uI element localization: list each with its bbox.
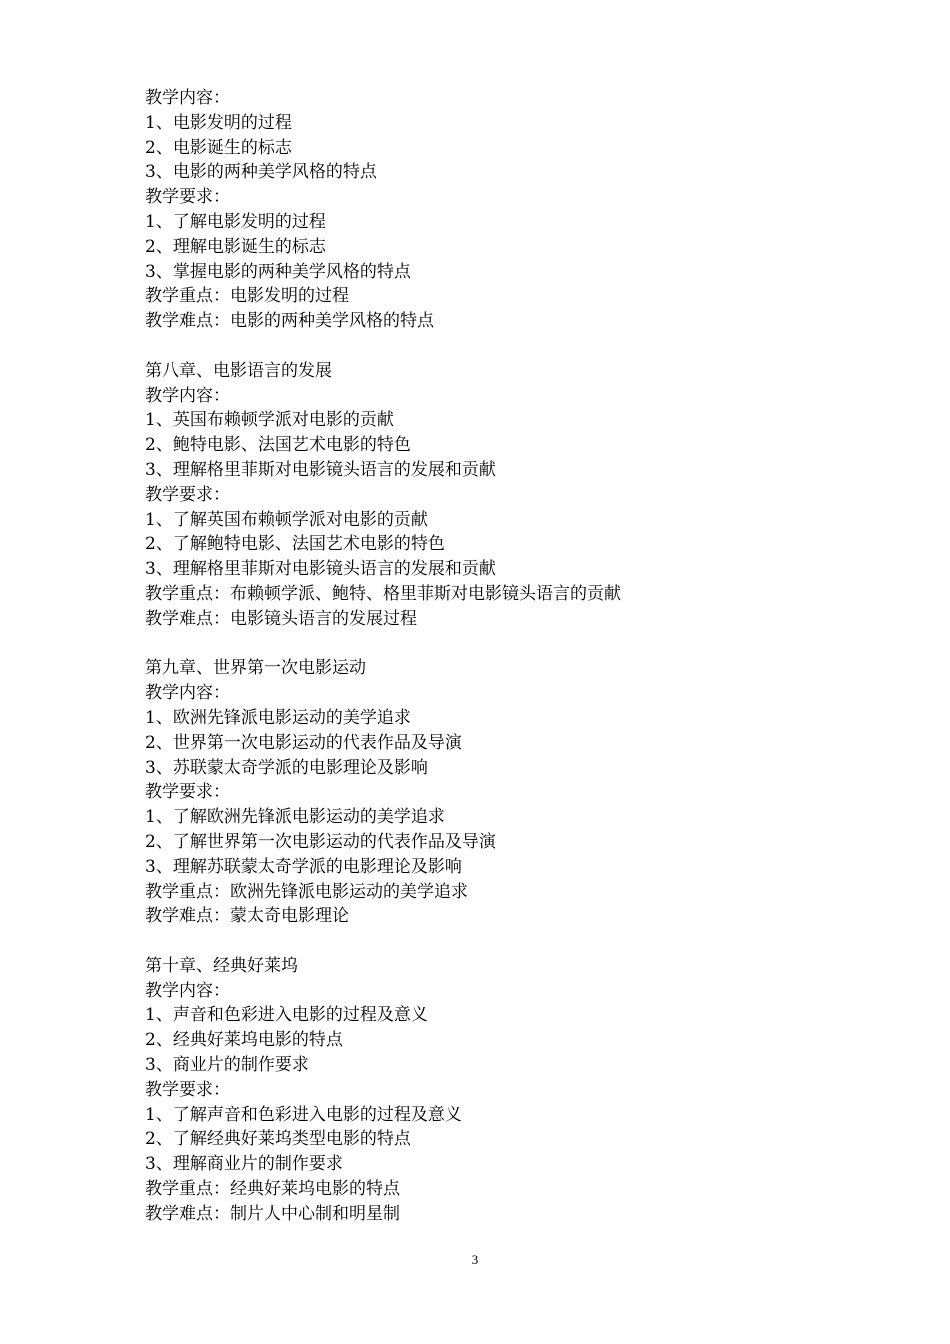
key-point: 教学重点：电影发明的过程 — [145, 286, 349, 307]
key-point: 教学重点：经典好莱坞电影的特点 — [145, 1179, 400, 1200]
requirement-item: 1、了解欧洲先锋派电影运动的美学追求 — [145, 807, 445, 828]
content-label: 教学内容： — [145, 88, 230, 108]
requirements-label: 教学要求： — [145, 1079, 230, 1100]
requirement-item: 3、掌握电影的两种美学风格的特点 — [145, 261, 411, 282]
content-item: 2、经典好莱坞电影的特点 — [145, 1030, 343, 1051]
difficult-point: 教学难点：电影的两种美学风格的特点 — [145, 311, 434, 332]
requirements-label: 教学要求： — [145, 484, 230, 505]
content-label: 教学内容： — [145, 385, 230, 406]
content-item: 2、电影诞生的标志 — [145, 137, 292, 158]
requirement-item: 1、了解电影发明的过程 — [145, 211, 326, 232]
section-spacer — [145, 929, 865, 954]
difficult-point: 教学难点：电影镜头语言的发展过程 — [145, 608, 417, 629]
section-chapter-9 — [145, 656, 865, 929]
section-spacer — [145, 632, 865, 657]
content-item: 1、欧洲先锋派电影运动的美学追求 — [145, 707, 411, 728]
page-number: 3 — [471, 1252, 479, 1267]
content-item: 3、理解格里菲斯对电影镜头语言的发展和贡献 — [145, 459, 496, 480]
chapter-heading: 第九章、世界第一次电影运动 — [145, 658, 366, 679]
chapter-heading: 第八章、电影语言的发展 — [145, 360, 332, 381]
content-item: 3、苏联蒙太奇学派的电影理论及影响 — [145, 757, 428, 778]
content-item: 3、电影的两种美学风格的特点 — [145, 162, 377, 183]
chapter-heading: 第十章、经典好莱坞 — [145, 955, 298, 976]
section-chapter-8 — [145, 359, 865, 632]
requirement-item: 3、理解苏联蒙太奇学派的电影理论及影响 — [145, 856, 462, 877]
content-item: 3、商业片的制作要求 — [145, 1055, 309, 1076]
requirement-item: 2、了解鲍特电影、法国艺术电影的特色 — [145, 534, 445, 555]
section-chapter-10 — [145, 954, 865, 1227]
difficult-point: 教学难点：制片人中心制和明星制 — [145, 1203, 400, 1224]
section-chapter-7-continued — [145, 86, 865, 334]
section-spacer — [145, 334, 865, 359]
content-item: 1、电影发明的过程 — [145, 112, 292, 133]
requirement-item: 3、理解商业片的制作要求 — [145, 1154, 343, 1175]
requirement-item: 3、理解格里菲斯对电影镜头语言的发展和贡献 — [145, 559, 496, 580]
document-body — [145, 86, 865, 1227]
content-label: 教学内容： — [145, 980, 230, 1001]
content-item: 2、鲍特电影、法国艺术电影的特色 — [145, 435, 411, 456]
requirement-item: 2、了解世界第一次电影运动的代表作品及导演 — [145, 831, 496, 852]
difficult-point: 教学难点：蒙太奇电影理论 — [145, 906, 349, 927]
requirement-item: 2、了解经典好莱坞类型电影的特点 — [145, 1129, 411, 1150]
key-point: 教学重点：欧洲先锋派电影运动的美学追求 — [145, 881, 468, 902]
content-item: 2、世界第一次电影运动的代表作品及导演 — [145, 732, 462, 753]
key-point: 教学重点：布赖顿学派、鲍特、格里菲斯对电影镜头语言的贡献 — [145, 583, 621, 604]
content-label: 教学内容： — [145, 683, 230, 704]
requirements-label: 教学要求： — [145, 187, 230, 208]
content-item: 1、声音和色彩进入电影的过程及意义 — [145, 1005, 428, 1026]
requirement-item: 1、了解英国布赖顿学派对电影的贡献 — [145, 509, 428, 530]
requirement-item: 2、理解电影诞生的标志 — [145, 236, 326, 257]
requirement-item: 1、了解声音和色彩进入电影的过程及意义 — [145, 1104, 462, 1125]
content-item: 1、英国布赖顿学派对电影的贡献 — [145, 410, 394, 431]
requirements-label: 教学要求： — [145, 782, 230, 803]
